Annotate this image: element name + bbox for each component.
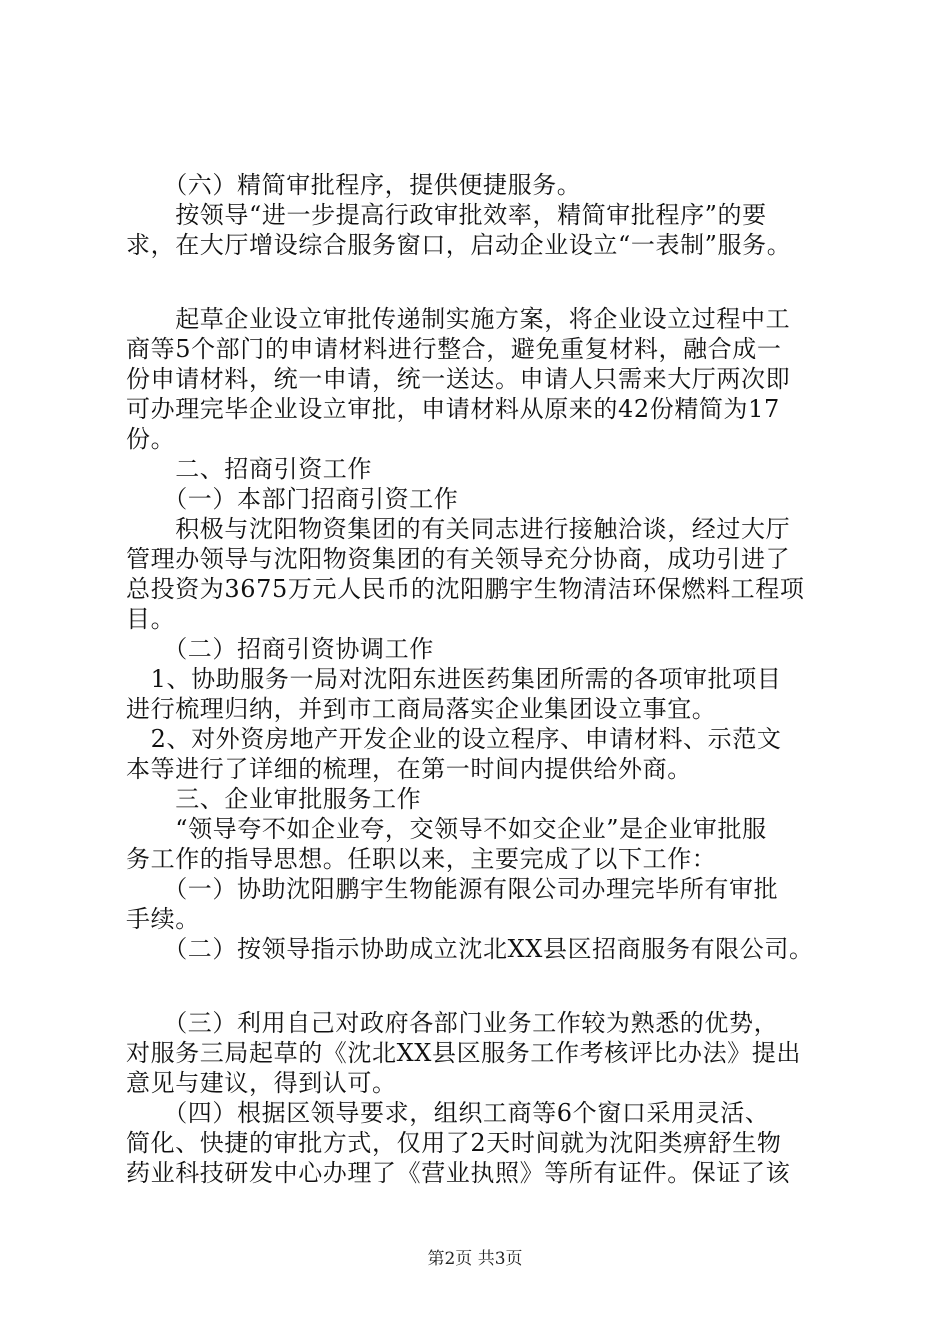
text-line: 积极与沈阳物资集团的有关同志进行接触洽谈，经过大厅 (126, 515, 791, 543)
paragraph-gap (126, 964, 846, 1008)
text-line: 二、招商引资工作 (126, 455, 372, 483)
text-line: 本等进行了详细的梳理，在第一时间内提供给外商。 (126, 755, 692, 783)
text-line: 对服务三局起草的《沈北XX县区服务工作考核评比办法》提出 (126, 1039, 801, 1067)
text-line: （一）协助沈阳鹏宇生物能源有限公司办理完毕所有审批 (126, 875, 779, 903)
text-line: 商等5个部门的申请材料进行整合，避免重复材料，融合成一 (126, 335, 782, 363)
text-line: 目。 (126, 605, 176, 633)
page-footer: 第2页 共3页 (427, 1249, 523, 1269)
text-line: （二）招商引资协调工作 (126, 635, 434, 663)
text-line: 进行梳理归纳，并到市工商局落实企业集团设立事宜。 (126, 695, 717, 723)
text-line: 管理办领导与沈阳物资集团的有关领导充分协商，成功引进了 (126, 545, 791, 573)
text-line: （二）按领导指示协助成立沈北XX县区招商服务有限公司。 (126, 935, 814, 963)
text-line: 1、协助服务一局对沈阳东进医药集团所需的各项审批项目 (126, 665, 782, 693)
text-line: （四）根据区领导要求，组织工商等6个窗口采用灵活、 (126, 1099, 770, 1127)
text-line: 按领导“进一步提高行政审批效率，精简审批程序”的要 (126, 201, 767, 229)
text-line: （六）精简审批程序，提供便捷服务。 (126, 171, 582, 199)
text-line: （一）本部门招商引资工作 (126, 485, 459, 513)
text-line: 求，在大厅增设综合服务窗口，启动企业设立“一表制”服务。 (126, 231, 792, 259)
text-line: （三）利用自己对政府各部门业务工作较为熟悉的优势， (126, 1009, 779, 1037)
text-line: “领导夸不如企业夸，交领导不如交企业”是企业审批服 (126, 815, 767, 843)
text-line: 份。 (126, 425, 176, 453)
text-line: 总投资为3675万元人民币的沈阳鹏宇生物清洁环保燃料工程项 (126, 575, 805, 603)
text-line: 份申请材料，统一申请，统一送达。申请人只需来大厅两次即 (126, 365, 791, 393)
text-line: 药业科技研发中心办理了《营业执照》等所有证件。保证了该 (126, 1159, 791, 1187)
text-line: 手续。 (126, 905, 200, 933)
text-line: 三、企业审批服务工作 (126, 785, 422, 813)
text-line: 2、对外资房地产开发企业的设立程序、申请材料、示范文 (126, 725, 782, 753)
text-line: 起草企业设立审批传递制实施方案，将企业设立过程中工 (126, 305, 791, 333)
paragraph-gap (126, 260, 846, 304)
text-line: 务工作的指导思想。任职以来，主要完成了以下工作： (126, 845, 717, 873)
text-line: 意见与建议，得到认可。 (126, 1069, 397, 1097)
text-line: 简化、快捷的审批方式，仅用了2天时间就为沈阳类痹舒生物 (126, 1129, 782, 1157)
document-body (126, 170, 846, 1188)
text-line: 可办理完毕企业设立审批，申请材料从原来的42份精简为17 (126, 395, 780, 423)
